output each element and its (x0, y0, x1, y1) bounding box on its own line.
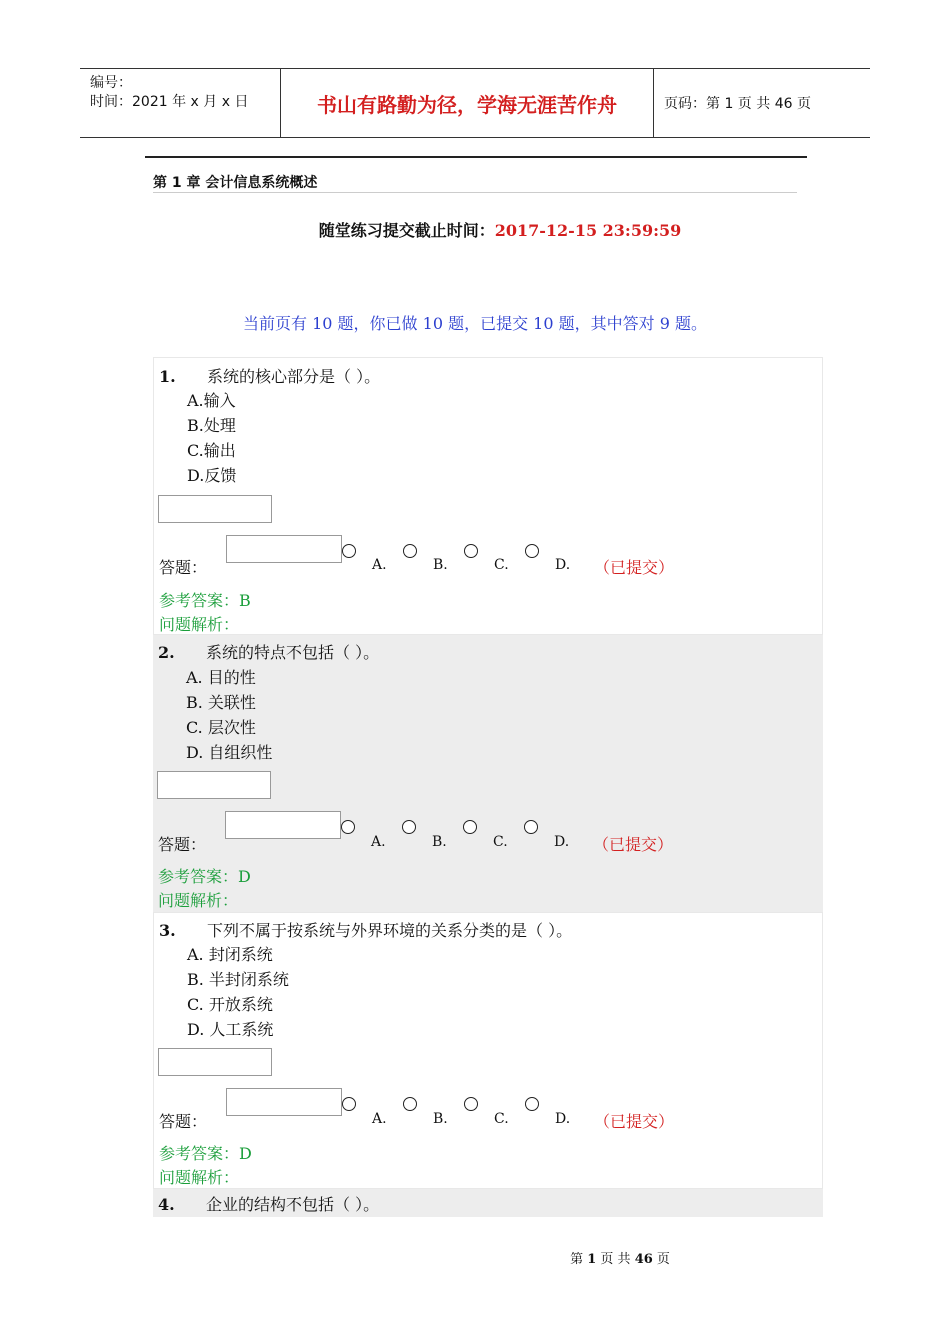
footer-middle: 页 共 (600, 1252, 631, 1267)
radio-label-c: C. (493, 834, 508, 850)
radio-label-a: A. (372, 557, 387, 573)
option-a: A. 目的性 (186, 668, 256, 687)
answer-label: 答题： (159, 558, 208, 577)
chapter-divider (153, 192, 797, 193)
question-card-4 (153, 1189, 823, 1217)
question-text: 企业的结构不包括（ ）。 (206, 1195, 380, 1214)
radio-option-c[interactable] (463, 820, 477, 834)
deadline-value: 2017-12-15 23:59:59 (494, 221, 682, 240)
submitted-status: （已提交） (594, 558, 675, 577)
option-a: A.输入 (187, 391, 236, 410)
radio-label-a: A. (372, 1111, 387, 1127)
option-c: C. 层次性 (186, 718, 256, 737)
answer-input[interactable] (226, 1088, 342, 1116)
radio-option-d[interactable] (525, 1097, 539, 1111)
option-c: C.输出 (187, 441, 236, 460)
time-label: 时间：2021 年 x 月 x 日 (90, 94, 249, 110)
radio-label-a: A. (371, 834, 386, 850)
option-a: A. 封闭系统 (187, 945, 273, 964)
question-text: 下列不属于按系统与外界环境的关系分类的是（ ）。 (207, 921, 573, 940)
header-motto: 书山有路勤为径，学海无涯苦作舟 (281, 69, 654, 137)
radio-label-d: D. (555, 557, 571, 573)
page-footer (0, 1248, 950, 1267)
question-number: 1. (159, 367, 176, 386)
radio-option-a[interactable] (342, 544, 356, 558)
answer-input[interactable] (226, 535, 342, 563)
radio-label-d: D. (554, 834, 570, 850)
answer-label: 答题： (159, 1112, 208, 1131)
question-number: 2. (158, 643, 175, 662)
radio-label-c: C. (494, 1111, 509, 1127)
radio-label-c: C. (494, 557, 509, 573)
chapter-title: 第 1 章 会计信息系统概述 (153, 175, 318, 191)
question-title (159, 918, 572, 941)
option-b: B. 半封闭系统 (187, 970, 289, 989)
explanation-label: 问题解析： (159, 1168, 240, 1187)
answer-input[interactable] (225, 811, 341, 839)
note-input[interactable] (158, 495, 272, 523)
question-number: 3. (159, 921, 176, 940)
reference-answer: 参考答案：D (158, 867, 251, 886)
radio-label-b: B. (433, 557, 448, 573)
option-d: D.反馈 (187, 466, 237, 485)
explanation-label: 问题解析： (158, 891, 239, 910)
radio-option-c[interactable] (464, 544, 478, 558)
number-label: 编号： (90, 75, 132, 91)
radio-option-a[interactable] (342, 1097, 356, 1111)
question-card-1 (153, 357, 823, 635)
option-b: B.处理 (187, 416, 236, 435)
header-meta-cell (80, 69, 281, 137)
question-card-3 (153, 912, 823, 1189)
option-b: B. 关联性 (186, 693, 256, 712)
option-c: C. 开放系统 (187, 995, 273, 1014)
question-card-2 (153, 635, 823, 912)
question-title (159, 364, 380, 387)
radio-label-b: B. (433, 1111, 448, 1127)
document-header (80, 68, 870, 138)
top-divider (145, 156, 807, 158)
radio-label-b: B. (432, 834, 447, 850)
footer-suffix: 页 (656, 1252, 670, 1267)
reference-answer: 参考答案：D (159, 1144, 252, 1163)
question-title (158, 1192, 379, 1215)
note-input[interactable] (157, 771, 271, 799)
radio-option-c[interactable] (464, 1097, 478, 1111)
footer-page-number: 1 (587, 1252, 597, 1267)
option-d: D. 人工系统 (187, 1020, 274, 1039)
radio-option-b[interactable] (402, 820, 416, 834)
explanation-label: 问题解析： (159, 615, 240, 634)
question-text: 系统的核心部分是（ ）。 (207, 367, 381, 386)
note-input[interactable] (158, 1048, 272, 1076)
question-text: 系统的特点不包括（ ）。 (206, 643, 380, 662)
answer-label: 答题： (158, 835, 207, 854)
deadline-line (0, 218, 950, 241)
submitted-status: （已提交） (593, 835, 674, 854)
option-d: D. 自组织性 (186, 743, 273, 762)
radio-option-b[interactable] (403, 544, 417, 558)
submitted-status: （已提交） (594, 1112, 675, 1131)
header-page-info: 页码：第 1 页 共 46 页 (664, 96, 811, 112)
radio-option-d[interactable] (525, 544, 539, 558)
reference-answer: 参考答案：B (159, 591, 251, 610)
radio-option-d[interactable] (524, 820, 538, 834)
question-title (158, 640, 379, 663)
footer-prefix: 第 (570, 1252, 584, 1267)
question-number: 4. (158, 1195, 175, 1214)
deadline-label: 随堂练习提交截止时间： (318, 221, 495, 240)
footer-total-pages: 46 (634, 1252, 653, 1267)
radio-option-a[interactable] (341, 820, 355, 834)
radio-label-d: D. (555, 1111, 571, 1127)
radio-option-b[interactable] (403, 1097, 417, 1111)
progress-summary: 当前页有 10 题，你已做 10 题，已提交 10 题，其中答对 9 题。 (243, 314, 707, 333)
